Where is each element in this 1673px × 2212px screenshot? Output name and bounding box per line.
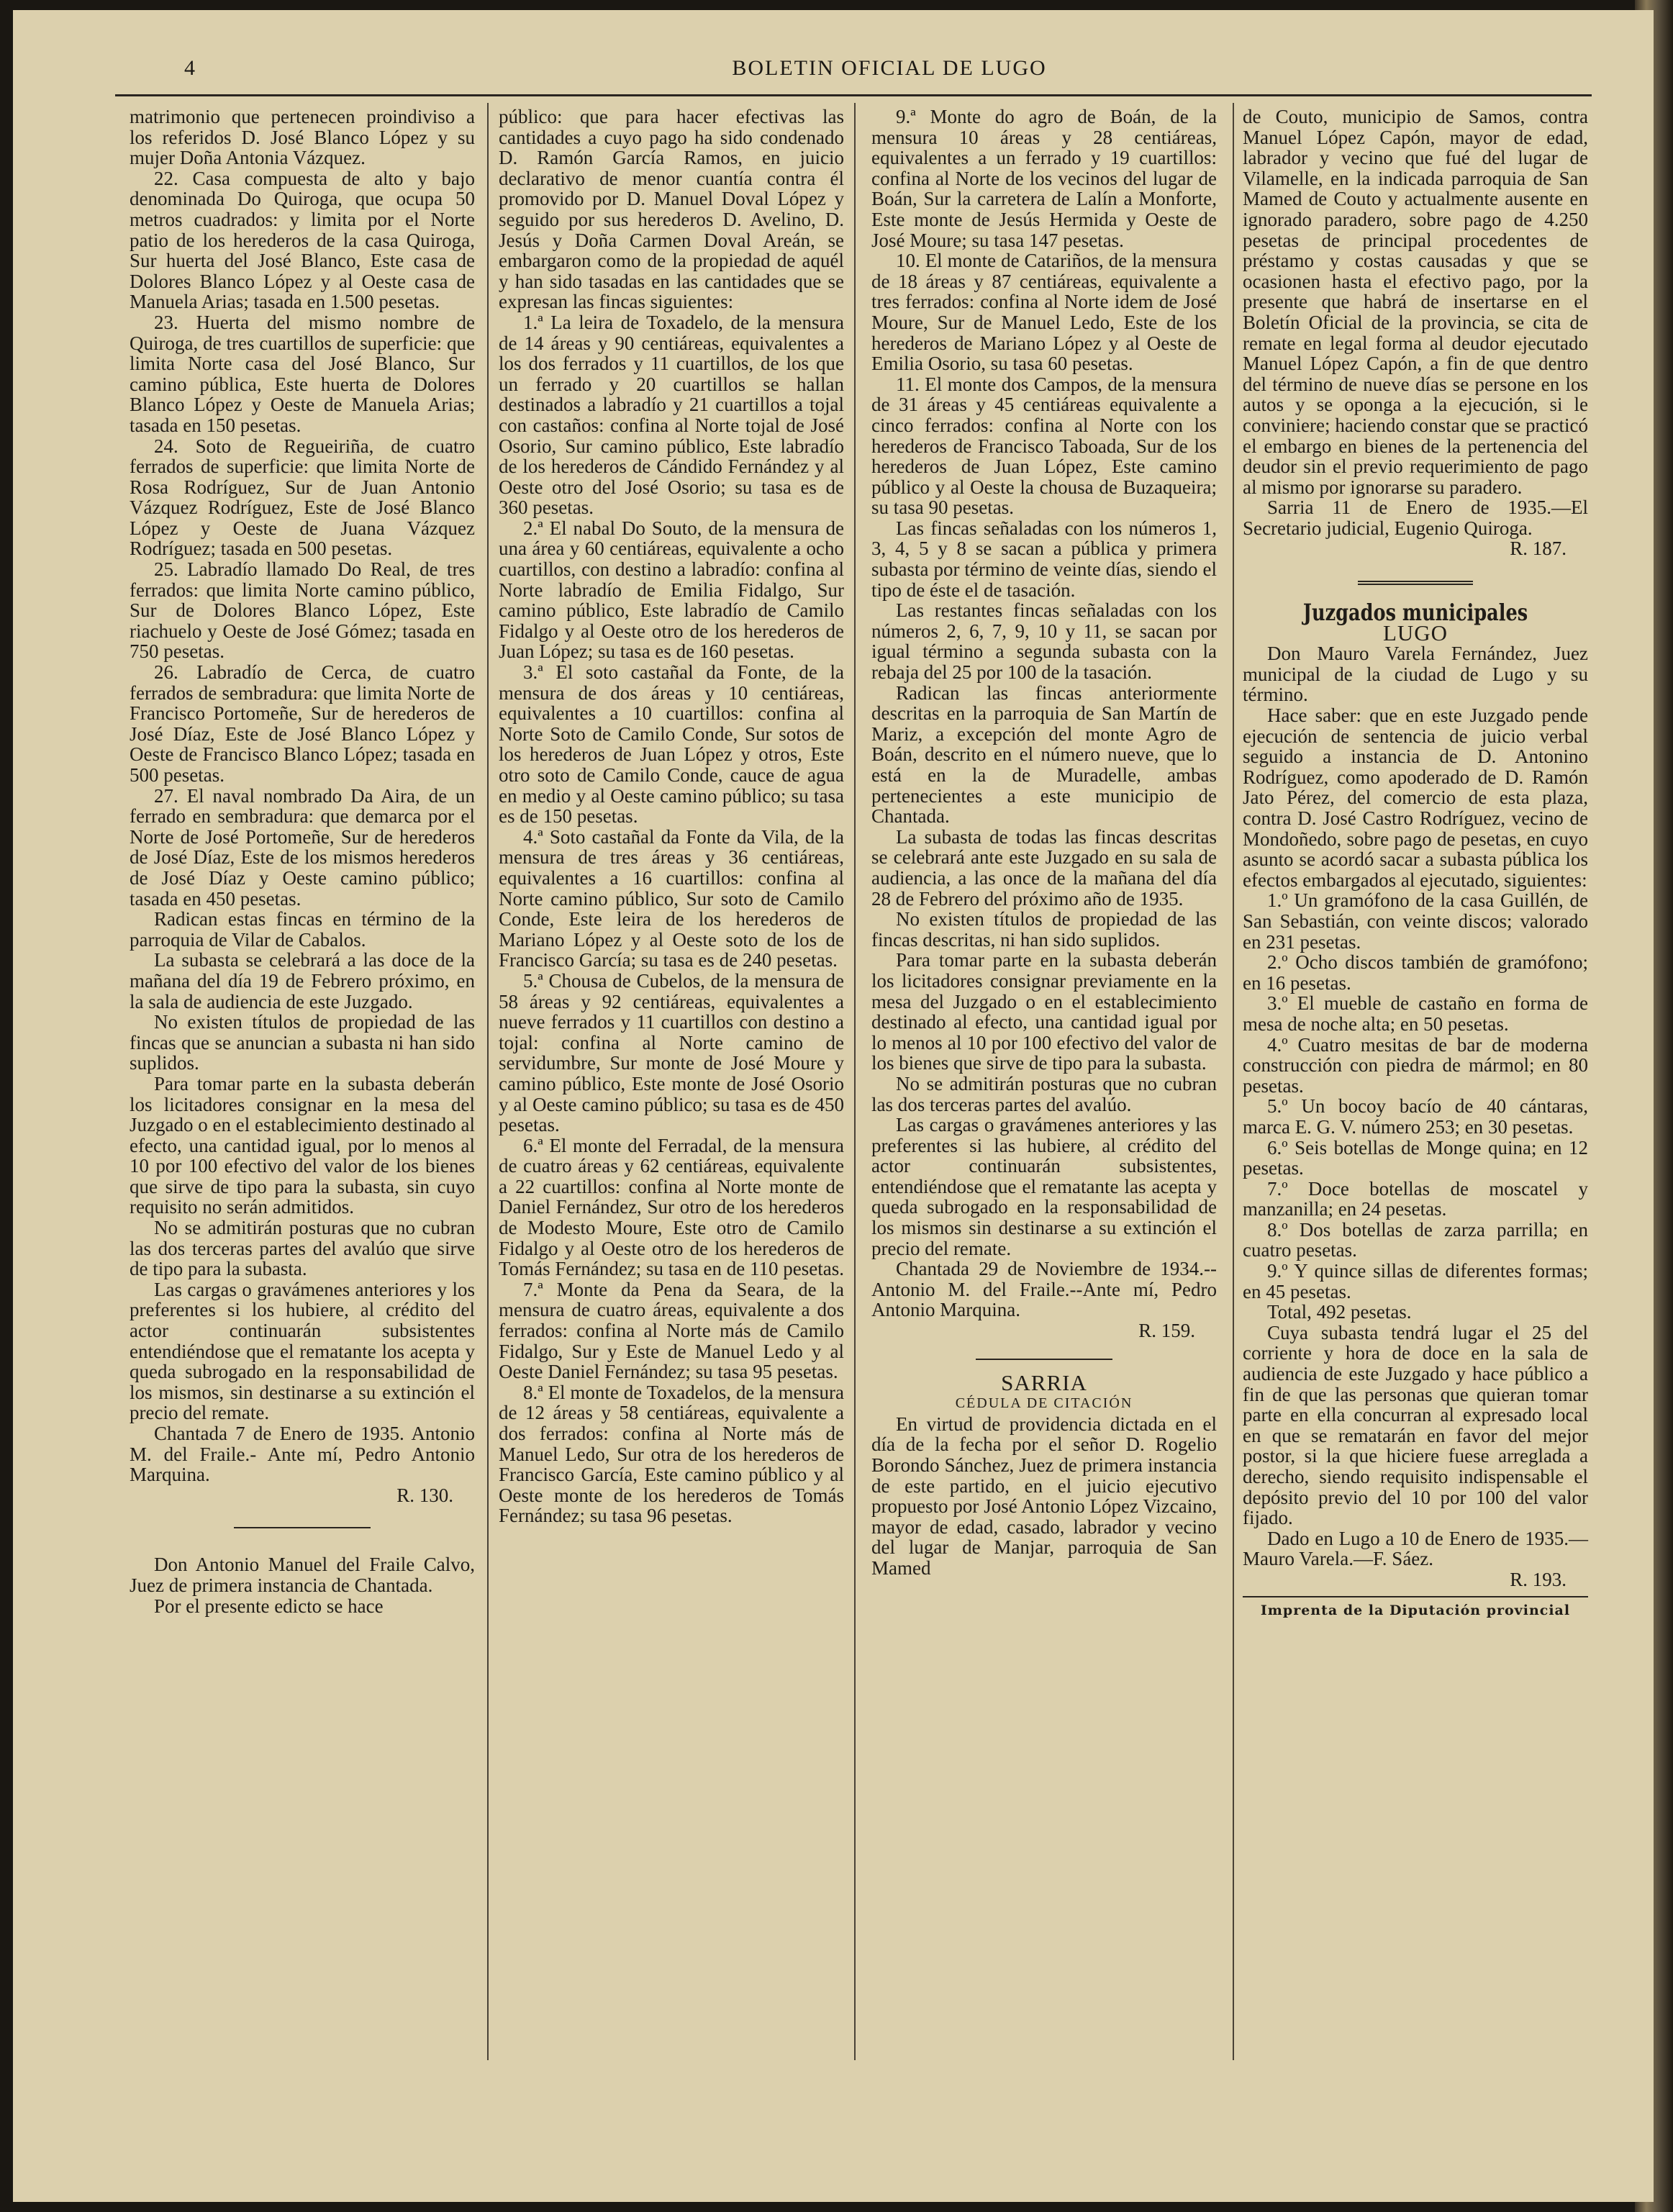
column-3 [871,106,1217,1579]
paragraph: Dado en Lugo a 10 de Enero de 1935.— Mauro Varela.—F. Sáez. [1243,1527,1588,1570]
paragraph: 7.ª Monte da Pena da Seara, de la mensura de cuatro áreas, equivalente a dos ferrados: confina al Norte más de Camilo Fidalgo, Sur y Este de Manuel Ledo y al Oeste Daniel Fernández; su tasa 95 pesetas. [499,1278,844,1383]
printer-imprint: Imprenta de la Diputación provincial [1243,1596,1588,1621]
paragraph: 2.ª El nabal Do Souto, de la mensura de una área y 60 centiáreas, equivalente a ocho cuartillos, con destino a labradío: confina al Norte labradío de Emilia Fidalgo, Sur camino público, Este labradío de Camilo Fidalgo y al Oeste otro de los herederos de Juan López; su tasa es de 160 pesetas. [499,517,844,663]
paragraph: 23. Huerta del mismo nombre de Quiroga, de tres cuartillos de superficie: que limita Norte casa del José Blanco, Sur camino pública, Este huerta de Dolores Blanco López y Oeste de Manuela Arias; tasada en 150 pesetas. [130,311,475,436]
paragraph: 6.ª El monte del Ferradal, de la mensura de cuatro áreas y 62 centiáreas, equivalente a 22 cuartillos: confina al Norte monte de Daniel Fernández, Sur otro de los herederos de Modesto Moure, Este otro de Camilo Fidalgo y al Oeste otro de los herederos de Tomás Fernández; su tasa en de 110 pesetas. [499,1134,844,1280]
separator [234,1527,371,1528]
paragraph: La subasta de todas las fincas descritas se celebrará ante este Juzgado en su sala de audiencia, a las once de la mañana del día 28 de Febrero del próximo año de 1935. [871,825,1217,910]
reference-number: R. 130. [396,1484,453,1506]
header-rule [115,94,1592,96]
paragraph: 9.º Y quince sillas de diferentes formas; en 45 pesetas. [1243,1260,1588,1302]
paragraph: Radican las fincas anteriormente descritas en la parroquia de San Martín de Mariz, a excepción del monte Agro de Boán, descrito en el número nueve, que lo está en la de Muradelle, ambas pertenecientes a este municipio de Chantada. [871,681,1217,828]
paragraph: 6.º Seis botellas de Monge quina; en 12 pesetas. [1243,1136,1588,1179]
paragraph: Don Mauro Varela Fernández, Juez municipal de la ciudad de Lugo y su término. [1243,643,1588,706]
section-place: LUGO [1382,620,1448,645]
paragraph: 3.º El mueble de castaño en forma de mesa de noche alta; en 50 pesetas. [1243,992,1588,1035]
paragraph: No se admitirán posturas que no cubran las dos terceras partes del avalúo. [871,1072,1217,1115]
column-1 [130,106,475,1616]
paragraph: Chantada 29 de Noviembre de 1934.--Antonio M. del Fraile.--Ante mí, Pedro Antonio Marquina. [871,1258,1217,1321]
paragraph: 26. Labradío de Cerca, de cuatro ferrados de sembradura: que limita Norte de Francisco Portomeñe, Sur de herederos de José Díaz, Este de José Blanco López y Oeste de Francisco Blanco López; tasada en 500 pesetas. [130,661,475,786]
paragraph: Las fincas señaladas con los números 1, 3, 4, 5 y 8 se sacan a pública y primera subasta por término de veinte días, siendo el tipo de éste el de tasación. [871,517,1217,601]
paragraph: 1.ª La leira de Toxadelo, de la mensura de 14 áreas y 90 centiáreas, equivalentes a los dos ferrados y 11 cuartillos, de los que un ferrado y 20 cuartillos se hallan destinados a labradío y 21 cuartillos a tojal con castaños: confina al Norte tojal de José Osorio, Sur camino público, Este labradío de los herederos de Cándido Fernández y al Oeste otro del José Osorio; su tasa es de 360 pesetas. [499,311,844,519]
paragraph: 24. Soto de Regueiriña, de cuatro ferrados de superficie: que limita Norte de Rosa Rodríguez, Sur de Juan Antonio Vázquez Rodríguez, Este de José Blanco López y Oeste de Juana Vázquez Rodríguez; tasada en 500 pesetas. [130,435,475,560]
paragraph: 4.ª Soto castañal da Fonte da Vila, de la mensura de tres áreas y 36 centiáreas, equivalentes a 16 cuartillos: confina al Norte camino público, Sur soto de Camilo Conde, Este leira de los herederos de Mariano López y al Oeste soto de los de Francisco García; su tasa es de 240 pesetas. [499,825,844,971]
page-header [184,56,1595,99]
page-number: 4 [184,56,195,80]
paragraph: Las restantes fincas señaladas con los números 2, 6, 7, 9, 10 y 11, se sacan por igual término a segunda subasta con la rebaja del 25 por 100 de la tasación. [871,599,1217,684]
paragraph: 7.º Doce botellas de moscatel y manzanilla; en 24 pesetas. [1243,1177,1588,1220]
paragraph: No existen títulos de propiedad de las fincas que se anuncian a subasta ni han sido suplidos. [130,1011,475,1074]
paragraph: 5.º Un bocoy bacío de 40 cántaras, marca E. G. V. número 253; en 30 pesetas. [1243,1095,1588,1138]
paragraph: Las cargas o gravámenes anteriores y las preferentes si las hubiere, al crédito del actor continuarán subsistentes, entendiéndose que el rematante las acepta y queda subrogado en la responsabilidad de los mismos sin destinarse a su extinción el precio del remate. [871,1114,1217,1259]
reference-number: R. 187. [1510,538,1567,560]
reference-number: R. 193. [1510,1568,1567,1590]
paragraph: Por el presente edicto se hace [154,1595,384,1617]
paragraph: 3.ª El soto castañal da Fonte, de la mensura de dos áreas y 10 centiáreas, equivalentes a 10 cuartillos: confina al Norte Soto de Camilo Conde, Sur sotos de los herederos de Juan López y otros, Este otro soto de Camilo Conde, cauce de agua en medio y al Oeste camino público; su tasa es de 150 pesetas. [499,661,844,828]
paragraph: No existen títulos de propiedad de las fincas descritas, ni han sido suplidos. [871,908,1217,951]
paragraph: 10. El monte de Catariños, de la mensura de 18 áreas y 87 centiáreas, equivalente a tres ferrados: confina al Norte idem de José Moure, Sur de Manuel Ledo, Este de los herederos de Mariano López y al Oeste de Emilia Osorio, su tasa 60 pesetas. [871,250,1217,375]
paragraph: Radican estas fincas en término de la parroquia de Vilar de Cabalos. [130,908,475,951]
column-2 [499,106,844,1526]
paragraph: Las cargas o gravámenes anteriores y los preferentes si los hubiere, al crédito del actor continuarán subsistentes entendiéndose que el rematante los acepta y queda subrogado en la responsabilidad de los mismos, sin destinarse a su extinción el precio del remate. [130,1278,475,1424]
paragraph: 1.º Un gramófono de la casa Guillén, de San Sebastián, con veinte discos; valorado en 231 pesetas. [1243,889,1588,953]
paragraph: de Couto, municipio de Samos, contra Manuel López Capón, mayor de edad, labrador y vecino que fué del lugar de Vilamelle, en la indicada parroquia de San Mamed de Couto y actualmente ausente en ignorado paradero, sobre pago de 4.250 pesetas de principal procedentes de préstamo y costas causadas y que se ocasionen hasta el efectivo pago, por la presente que habrá de insertarse en el Boletín Oficial de la provincia, se cita de remate en legal forma al deudor ejecutado Manuel López Capón, a fin de que dentro del término de nueve días se persone en los autos y se oponga a la ejecución, si le conviniere; haciendo constar que se practicó el embargo en bienes de la pertenencia del deudor sin el previo requerimiento de pago al mismo por ignorarse su paradero. [1243,106,1588,498]
paragraph: 9.ª Monte do agro de Boán, de la mensura 10 áreas y 28 centiáreas, equivalentes a un ferrado y 19 cuartillos: confina al Norte de los vecinos del lugar de Boán, Sur la carretera de Lalín a Monforte, Este monte de Jesús Hermida y Oeste de José Moure; su tasa 147 pesetas. [871,106,1217,251]
column-rule [487,103,489,2060]
paragraph: 5.ª Chousa de Cubelos, de la mensura de 58 áreas y 92 centiáreas, equivalentes a nueve ferrados y 11 cuartillos con destino a tojal: confina al Norte camino de servidumbre, Sur monte de José Moure y camino público, Este monte de José Osorio y al Oeste camino público; su tasa es de 450 pesetas. [499,969,844,1136]
section-title: Juzgados municipales [1302,599,1528,627]
reference-number: R. 159. [1138,1320,1195,1342]
paragraph: 22. Casa compuesta de alto y bajo denominada Do Quiroga, que ocupa 50 metros cuadrados: y limita por el Norte patio de los herederos de la casa Quiroga, Sur huerta del José Blanco, Este casa de Dolores Blanco López y al Oeste casa de Manuela Arias; tasada en 1.500 pesetas. [130,167,475,313]
paragraph: En virtud de providencia dictada en el día de la fecha por el señor D. Rogelio Borondo Sánchez, Juez de primera instancia de este partido, en el juicio ejecutivo propuesto por José Antonio López Vizcaino, mayor de edad, casado, labrador y vecino del lugar de Manjar, parroquia de San Mamed [871,1413,1217,1579]
paragraph: Hace saber: que en este Juzgado pende ejecución de sentencia de juicio verbal seguido a instancia de D. Antonino Rodríguez, como apoderado de D. Ramón Jato Pérez, del comercio de esta plaza, contra D. José Castro Rodríguez, vecino de Mondoñedo, sobre pago de pesetas, en cuyo asunto se acordó sacar a subasta pública los efectos embargados al ejecutado, siguientes: [1243,704,1588,891]
paragraph: 11. El monte dos Campos, de la mensura de 31 áreas y 45 centiáreas equivalente a cinco ferrados: confina al Norte con los herederos de Francisco Taboada, Sur de los herederos de Juan López, Este camino público y al Oeste la chousa de Buzaqueira; su tasa 90 pesetas. [871,373,1217,519]
paragraph: Para tomar parte en la subasta deberán los licitadores consignar en la mesa del Juzgado o en el establecimiento destinado al efecto, una cantidad igual, por lo menos al 10 por 100 efectivo del valor de los bienes que sirve de tipo para la subasta, sin cuyo requisito no serán admitidos. [130,1072,475,1218]
paragraph: 4.º Cuatro mesitas de bar de moderna construcción con piedra de mármol; en 80 pesetas. [1243,1033,1588,1097]
paragraph: Don Antonio Manuel del Fraile Calvo, Juez de primera instancia de Chantada. [130,1554,475,1596]
column-rule [854,103,856,2060]
paragraph: 8.ª El monte de Toxadelos, de la mensura de 12 áreas y 58 centiáreas, equivalente a dos ferrados: confina al Norte más de Manuel Ledo, Sur otra de los herederos de Francisco García, Este camino público y al Oeste monte de los herederos de Tomás Fernández; su tasa 96 pesetas. [499,1381,844,1527]
paragraph: matrimonio que pertenecen proindiviso a los referidos D. José Blanco López y su mujer Doña Antonia Vázquez. [130,106,475,169]
paragraph: público: que para hacer efectivas las cantidades a cuyo pago ha sido condenado D. Ramón García Ramos, en juicio declarativo de menor cuantía contra él promovido por D. Manuel Doval López y seguido por sus herederos D. Avelino, D. Jesús y Doña Carmen Doval Areán, se embargaron como de la propiedad de aquél y han sido tasadas en las cantidades que se expresan las fincas siguientes: [499,106,844,313]
separator [976,1359,1112,1360]
section-title: SARRIA [1001,1369,1087,1395]
paragraph: 25. Labradío llamado Do Real, de tres ferrados: que limita Norte camino público, Sur de Dolores Blanco López, Este riachuelo y Oeste de José Gómez; tasada en 750 pesetas. [130,558,475,663]
section-subtitle: CÉDULA DE CITACIÓN [955,1395,1133,1412]
paragraph: 27. El naval nombrado Da Aira, de un ferrado en sembradura: que demarca por el Norte de José Portomeñe, Sur de herederos de José Díaz, Este de los mismos herederos de José Díaz y Oeste camino público; tasada en 450 pesetas. [130,784,475,910]
paragraph: No se admitirán posturas que no cubran las dos terceras partes del avalúo que sirve de tipo para la subasta. [130,1217,475,1280]
publication-title: BOLETIN OFICIAL DE LUGO [732,56,1047,80]
paragraph: Cuya subasta tendrá lugar el 25 del corriente y hora de doce en la sala de audiencia de este Juzgado y hace público a fin de que las personas que quieran tomar parte en ella concurran al expresado local en que se rematarán en favor del mejor postor, si la que hiciere fuese arreglada a derecho, siendo requisito indispensable el depósito previo del 10 por 100 del valor fijado. [1243,1321,1588,1529]
paragraph: La subasta se celebrará a las doce de la mañana del día 19 de Febrero próximo, en la sala de audiencia de este Juzgado. [130,949,475,1012]
column-rule [1233,103,1234,2060]
paragraph: Sarria 11 de Enero de 1935.—El Secretario judicial, Eugenio Quiroga. [1243,497,1588,539]
paragraph: Total, 492 pesetas. [1267,1301,1412,1323]
paragraph: 2.º Ocho discos también de gramófono; en 16 pesetas. [1243,951,1588,994]
double-separator [1358,581,1473,585]
column-4 [1243,106,1588,1621]
paragraph: 8.º Dos botellas de zarza parrilla; en cuatro pesetas. [1243,1218,1588,1261]
paragraph: Para tomar parte en la subasta deberán los licitadores consignar previamente en la mesa del Juzgado o en el establecimiento destinado al efecto, una cantidad igual por lo menos al 10 por 100 efectivo del valor de los bienes que sirve de tipo para la subasta. [871,949,1217,1074]
paragraph: Chantada 7 de Enero de 1935. Antonio M. del Fraile.- Ante mí, Pedro Antonio Marquina. [130,1423,475,1486]
